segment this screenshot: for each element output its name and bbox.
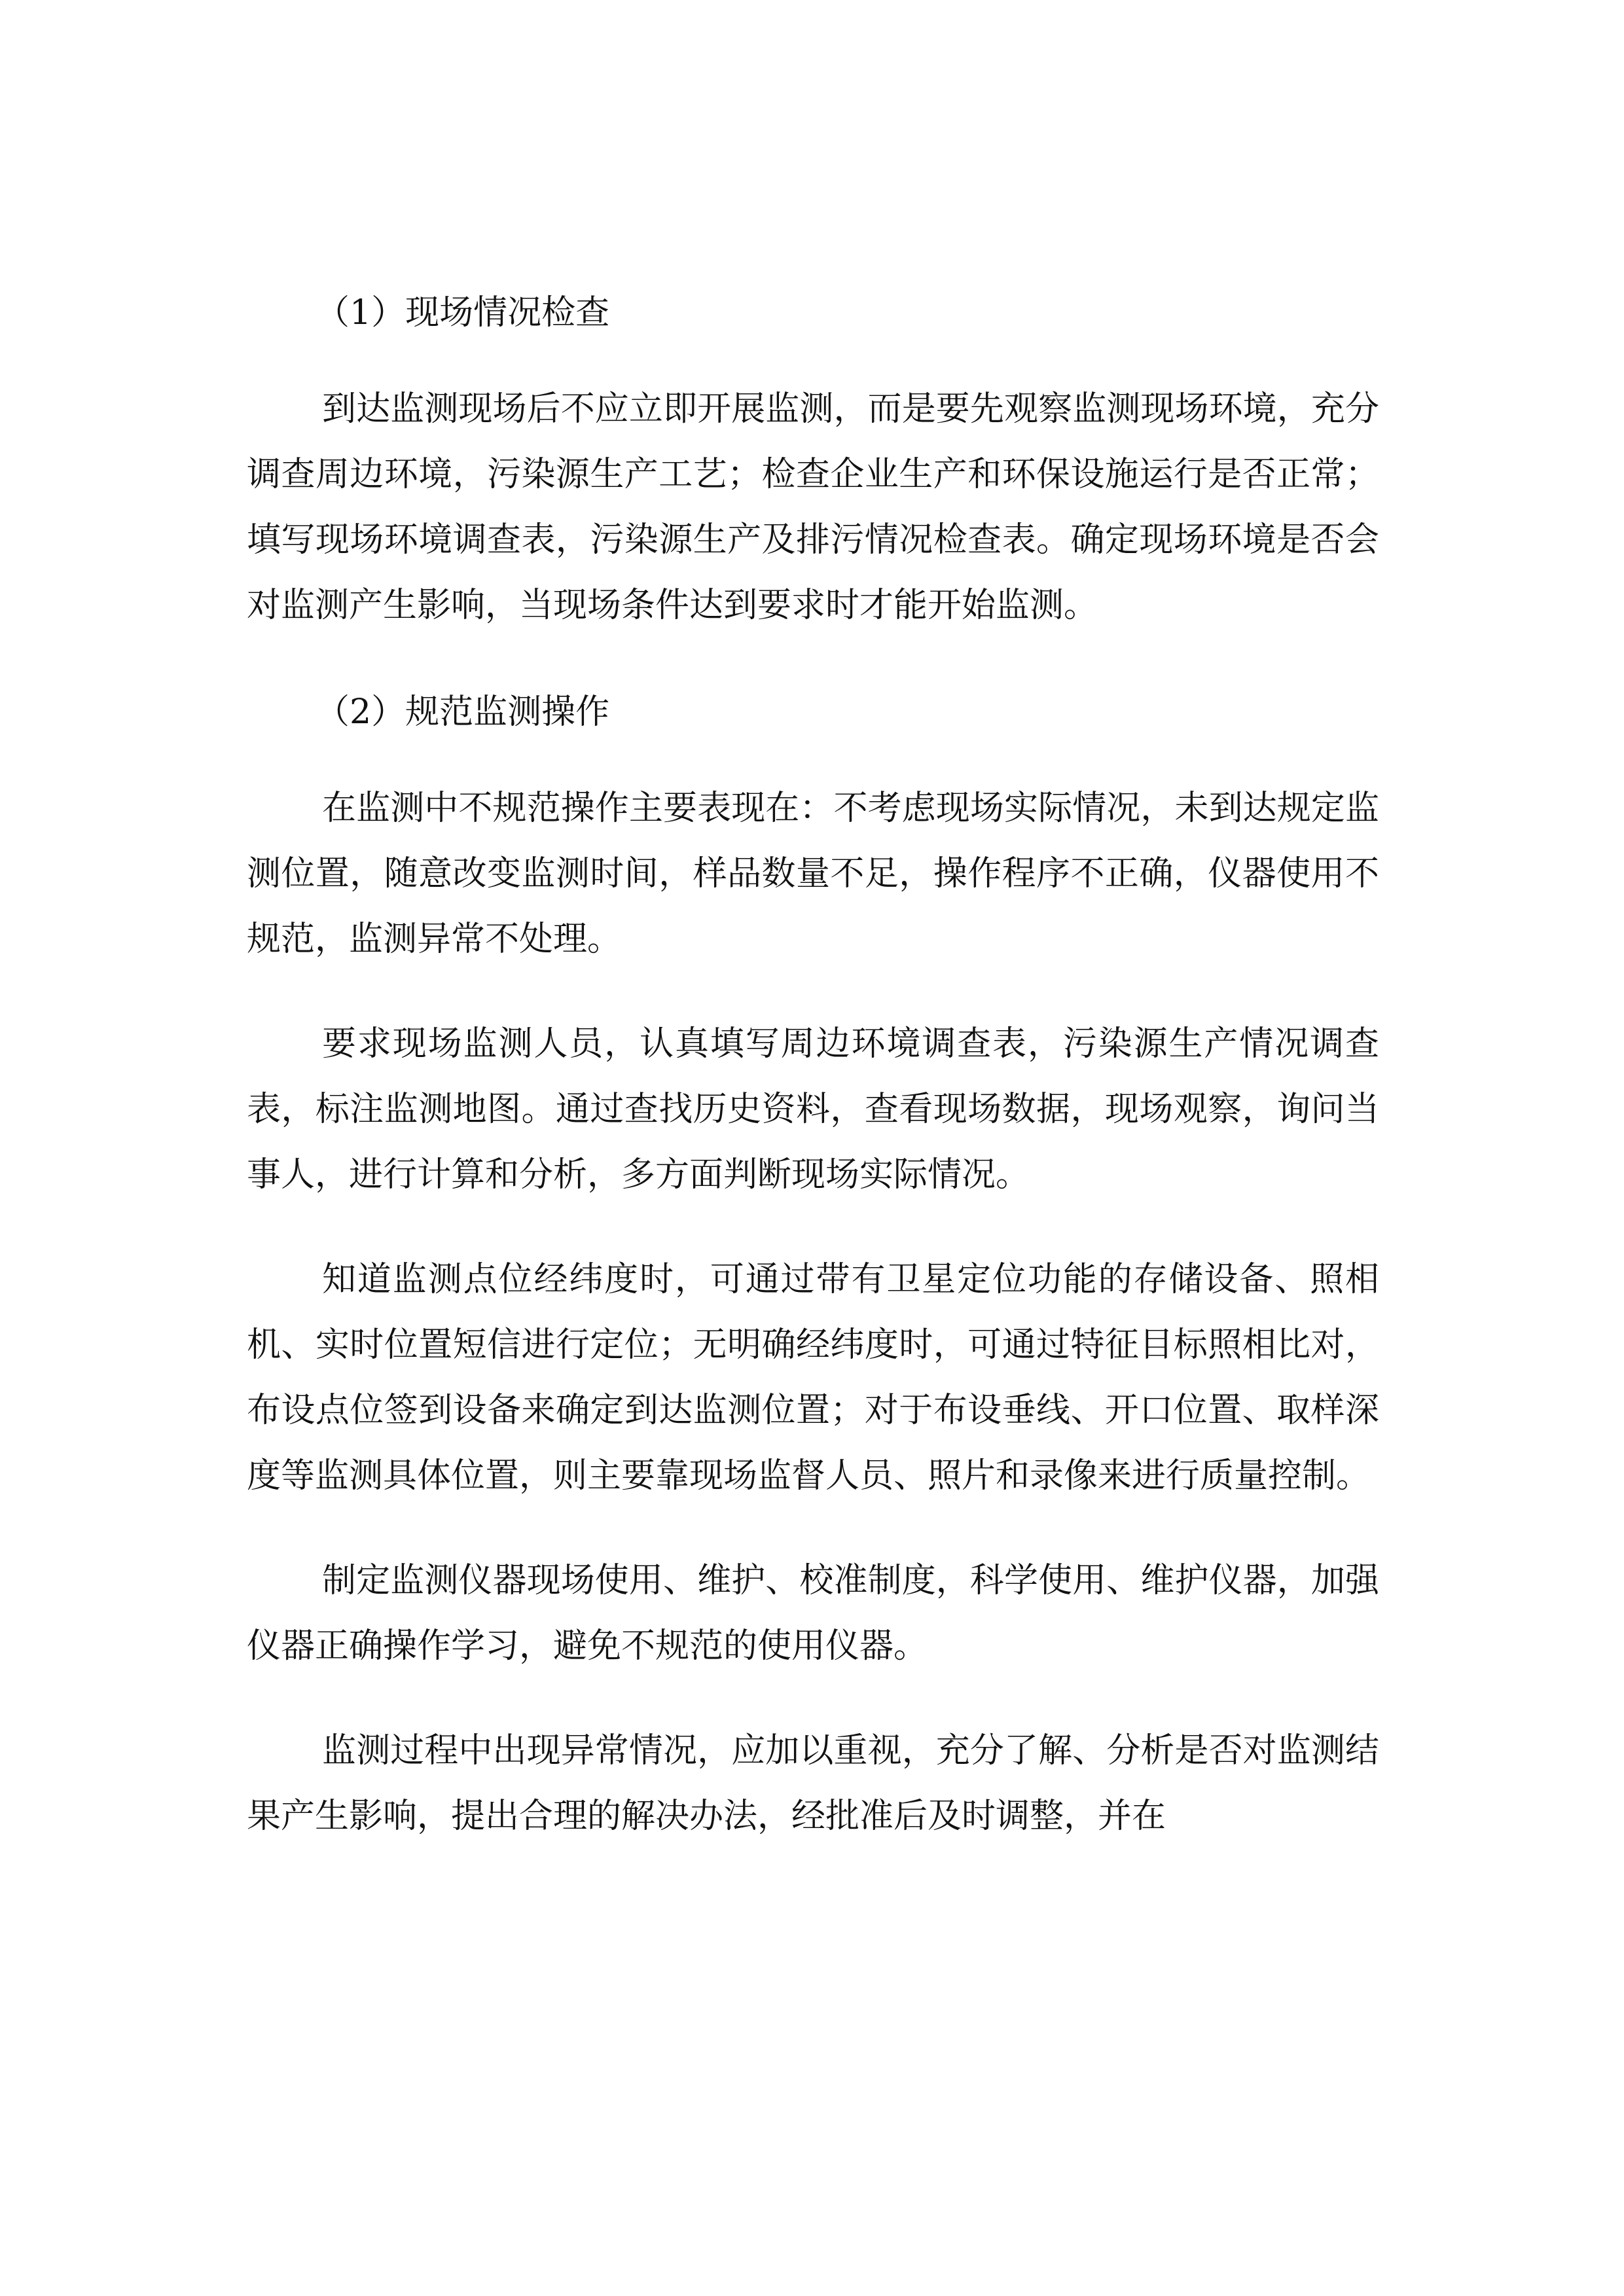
spacer: [247, 348, 1379, 376]
document-body: [247, 278, 1379, 1849]
spacer: [247, 1208, 1379, 1247]
paragraph-staff-requirements: 要求现场监测人员，认真填写周边环境调查表，污染源生产情况调查表，标注监测地图。通过查找历史资料，查看现场数据，现场观察，询问当事人，进行计算和分析，多方面判断现场实际情况。: [247, 1024, 1379, 1194]
paragraph-site-inspection: 到达监测现场后不应立即开展监测，而是要先观察监测现场环境，充分调查周边环境，污染源生产工艺；检查企业生产和环保设施运行是否正常；填写现场环境调查表，污染源生产及排污情况检查表。确定现场环境是否会对监测产生影响，当现场条件达到要求时才能开始监测。: [247, 389, 1379, 625]
spacer: [247, 972, 1379, 1011]
paragraph-positioning: 知道监测点位经纬度时，可通过带有卫星定位功能的存储设备、照相机、实时位置短信进行定位；无明确经纬度时，可通过特征目标照相比对，布设点位签到设备来确定到达监测位置；对于布设垂线、开口位置、取样深度等监测具体位置，则主要靠现场监督人员、照片和录像来进行质量控制。: [247, 1260, 1379, 1496]
spacer: [247, 638, 1379, 677]
section-heading-site-inspection: （1）现场情况检查: [316, 293, 610, 332]
spacer: [247, 1679, 1379, 1718]
paragraph-instrument-rules: 制定监测仪器现场使用、维护、校准制度，科学使用、维护仪器，加强仪器正确操作学习，避免不规范的使用仪器。: [247, 1561, 1379, 1666]
paragraph-irregular-operations: 在监测中不规范操作主要表现在：不考虑现场实际情况，未到达规定监测位置，随意改变监测时间，样品数量不足，操作程序不正确，仪器使用不规范，监测异常不处理。: [247, 789, 1379, 959]
spacer: [247, 747, 1379, 776]
section-heading-standard-operation: （2）规范监测操作: [316, 692, 610, 732]
spacer: [247, 1509, 1379, 1548]
paragraph-abnormal-handling: 监测过程中出现异常情况，应加以重视，充分了解、分析是否对监测结果产生影响，提出合理的解决办法，经批准后及时调整，并在: [247, 1731, 1379, 1836]
